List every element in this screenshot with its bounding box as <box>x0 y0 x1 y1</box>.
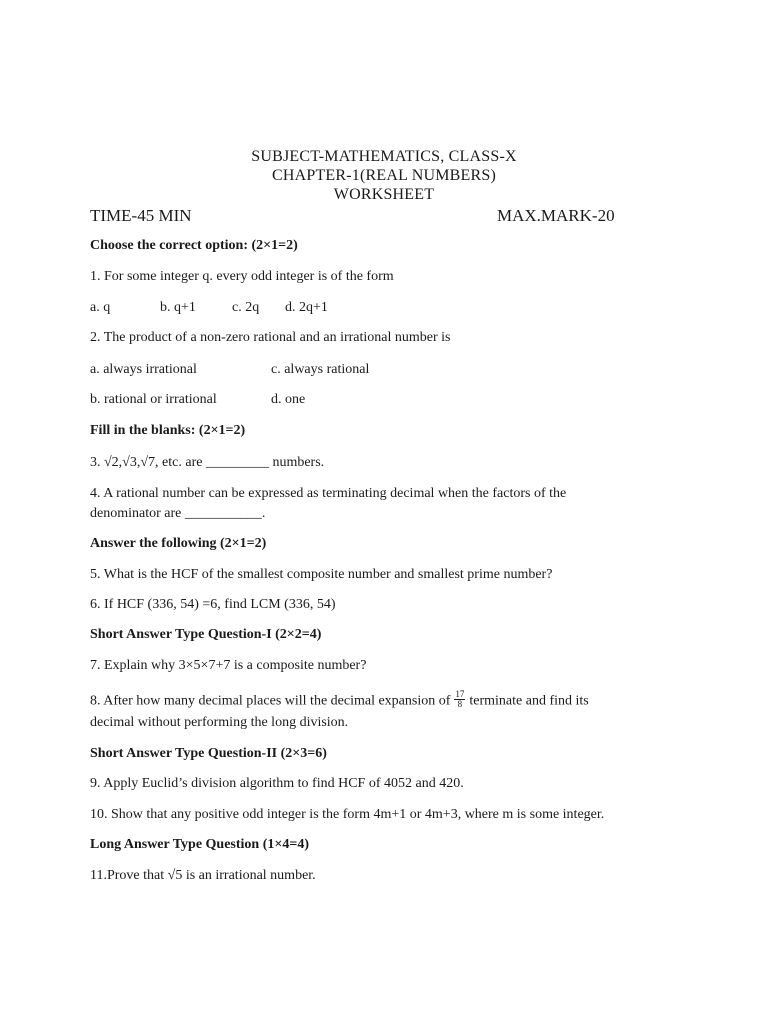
q1-option-d: d. 2q+1 <box>285 300 328 315</box>
worksheet-label: WORKSHEET <box>333 186 435 203</box>
question-5: 5. What is the HCF of the smallest composite number and smallest prime number? <box>90 567 553 582</box>
q8-text-before: 8. After how many decimal places will the decimal expansion of <box>90 693 451 709</box>
q2-option-d: d. one <box>271 392 306 407</box>
question-11: 11.Prove that √5 is an irrational number. <box>90 868 316 883</box>
section-heading-fill-blanks: Fill in the blanks: (2×1=2) <box>90 423 246 438</box>
fraction-17-over-8 <box>454 690 465 709</box>
question-4-line-2: denominator are ___________. <box>90 506 266 521</box>
fraction-denominator: 8 <box>457 699 463 709</box>
question-1: 1. For some integer q. every odd integer is of the form <box>90 269 394 284</box>
question-3: 3. √2,√3,√7, etc. are _________ numbers. <box>90 455 325 470</box>
question-9: 9. Apply Euclid’s division algorithm to find HCF of 4052 and 420. <box>90 776 464 791</box>
fraction-numerator: 17 <box>455 689 465 699</box>
q1-option-a: a. q <box>90 300 111 315</box>
section-heading-short-answer-1: Short Answer Type Question-I (2×2=4) <box>90 627 322 642</box>
max-marks: MAX.MARK-20 <box>497 206 615 225</box>
q8-text-after: terminate and find its <box>469 693 589 709</box>
question-2: 2. The product of a non-zero rational and an irrational number is <box>90 330 451 345</box>
q2-option-a: a. always irrational <box>90 362 197 377</box>
question-10: 10. Show that any positive odd integer is the form 4m+1 or 4m+3, where m is some integer. <box>90 807 605 822</box>
q2-option-c: c. always rational <box>271 362 370 377</box>
question-8-line-1 <box>90 689 589 711</box>
question-4-line-1: 4. A rational number can be expressed as terminating decimal when the factors of the <box>90 486 567 501</box>
worksheet-chapter-title: CHAPTER-1(REAL NUMBERS) <box>271 167 496 184</box>
question-7: 7. Explain why 3×5×7+7 is a composite number? <box>90 658 367 673</box>
section-heading-mcq: Choose the correct option: (2×1=2) <box>90 238 298 253</box>
q2-option-b: b. rational or irrational <box>90 392 217 407</box>
question-8-line-2: decimal without performing the long division. <box>90 715 349 730</box>
time-limit: TIME-45 MIN <box>90 206 192 225</box>
section-heading-answer: Answer the following (2×1=2) <box>90 536 267 551</box>
q1-option-b: b. q+1 <box>160 300 196 315</box>
question-6: 6. If HCF (336, 54) =6, find LCM (336, 54) <box>90 597 336 612</box>
section-heading-short-answer-2: Short Answer Type Question-II (2×3=6) <box>90 746 327 761</box>
section-heading-long-answer: Long Answer Type Question (1×4=4) <box>90 837 309 852</box>
worksheet-subject-title: SUBJECT-MATHEMATICS, CLASS-X <box>251 148 517 165</box>
q1-option-c: c. 2q <box>232 300 260 315</box>
